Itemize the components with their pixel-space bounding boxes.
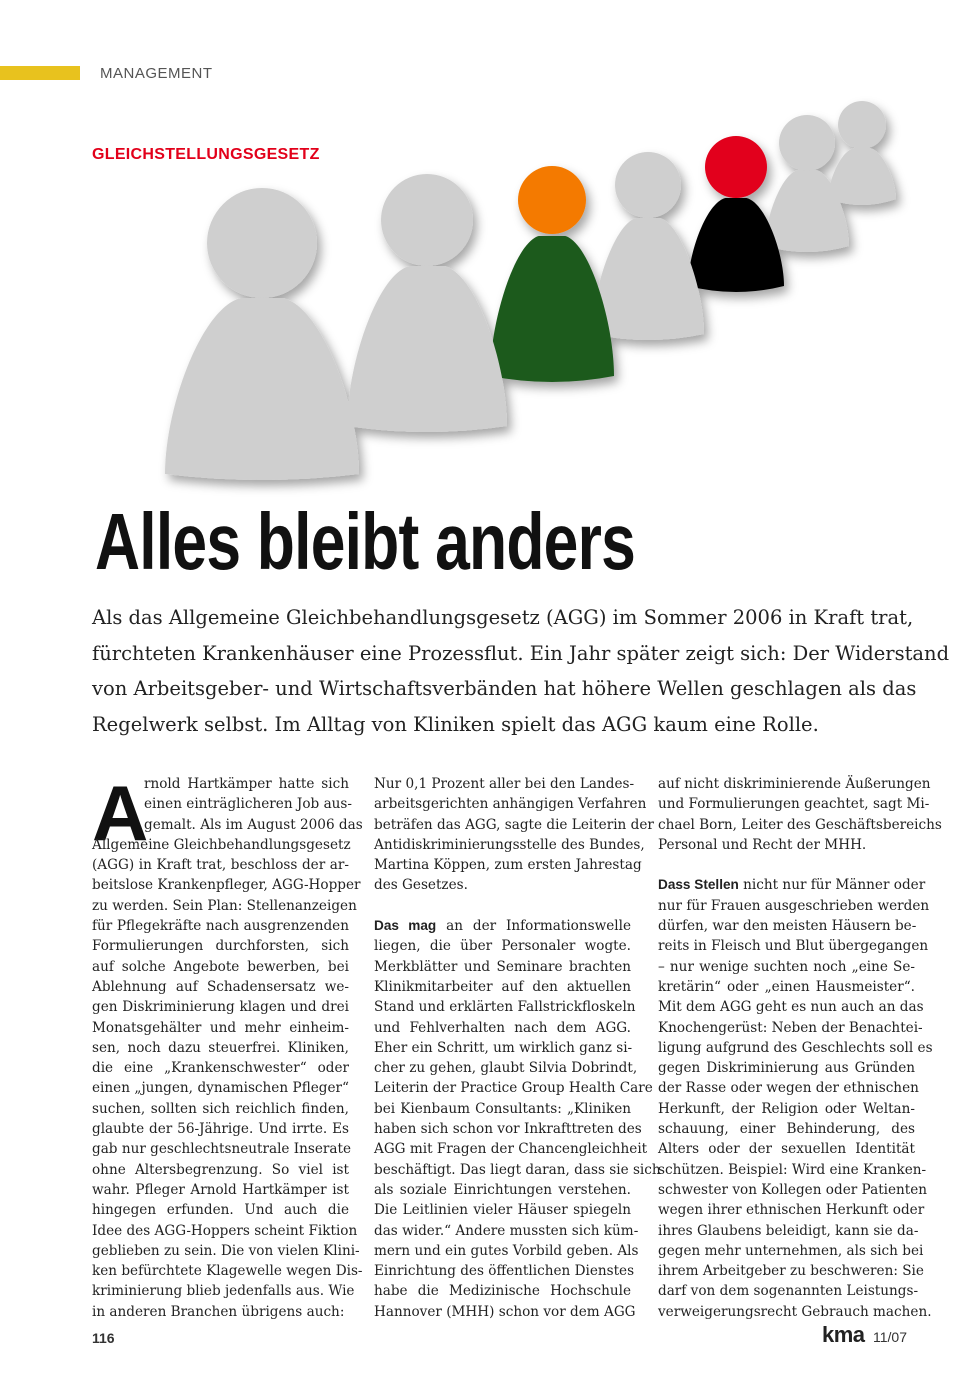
text-line: beitslose Krankenpfleger, AGG-Hopper bbox=[92, 877, 361, 894]
figure-3 bbox=[490, 166, 614, 382]
text-line: Stand und erklärten Fallstrickfloskeln bbox=[374, 999, 636, 1016]
text-run: an der Informationswelle bbox=[436, 918, 632, 935]
text-line: gegen mehr unternehmen, als sich bei bbox=[658, 1242, 924, 1259]
text-line: ihres Glaubens beleidigt, kann sie da- bbox=[658, 1222, 919, 1239]
text-run: nicht nur für Männer oder bbox=[738, 877, 926, 894]
pawn-head bbox=[838, 101, 886, 149]
text-line: arbeitsgerichten anhängigen Verfahren bbox=[374, 796, 647, 813]
text-line: schwester von Kollegen oder Patienten bbox=[658, 1181, 928, 1198]
issue-number: 11/07 bbox=[873, 1329, 907, 1345]
paragraph-gap bbox=[374, 896, 631, 916]
text-line: darf von dem sogenannten Leistungs- bbox=[658, 1283, 919, 1300]
text-line: gemalt. Als im August 2006 das bbox=[144, 816, 363, 833]
text-line: zu werden. Sein Plan: Stellenanzeigen bbox=[92, 897, 357, 914]
text-line: gen Diskriminierung klagen und drei bbox=[92, 999, 349, 1016]
text-line: sen, noch dazu steuerfrei. Kliniken, bbox=[92, 1039, 349, 1056]
text-line: kriminierung blieb jedenfalls aus. Wie bbox=[92, 1283, 355, 1300]
column-1 bbox=[92, 769, 363, 1322]
text-line: schützen. Beispiel: Wird eine Kranken- bbox=[658, 1161, 927, 1178]
lede bbox=[92, 600, 950, 742]
pawn-body bbox=[490, 236, 614, 382]
figure-4 bbox=[592, 152, 704, 340]
text-line: liegen, die über Personaler wogte. bbox=[374, 938, 631, 955]
text-line: Alters oder der sexuellen Identität bbox=[658, 1141, 915, 1158]
column-2 bbox=[374, 774, 661, 1322]
paragraph-lead-in: Dass Stellen bbox=[658, 877, 739, 893]
text-line: nur für Frauen ausgeschrieben werden bbox=[658, 897, 930, 914]
paragraph-gap bbox=[658, 855, 915, 875]
pawn-body bbox=[347, 266, 507, 432]
text-line: auf nicht diskriminierende Äußerungen bbox=[658, 776, 931, 792]
text-line: für Pflegekräfte nach ausgrenzenden bbox=[92, 918, 349, 935]
text-line: dürfen, war den meisten Häusern be- bbox=[658, 918, 917, 935]
text-line: einen einträglicheren Job aus- bbox=[144, 796, 352, 813]
page-number: 116 bbox=[92, 1330, 115, 1346]
text-line: beträfen das AGG, sagte die Leiterin der bbox=[374, 816, 654, 833]
footer-brand bbox=[822, 1322, 907, 1348]
text-line: gegen Diskriminierung aus Gründen bbox=[658, 1060, 915, 1077]
lede-line: Als das Allgemeine Gleichbehandlungsgesetz (AGG) im Sommer 2006 in Kraft trat, bbox=[92, 606, 914, 629]
text-line: Eher ein Schritt, um wirklich ganz si- bbox=[374, 1039, 633, 1056]
text-line: suchen, sollten sich reichlich finden, bbox=[92, 1100, 349, 1117]
text-line: Hannover (MHH) schon vor dem AGG bbox=[374, 1303, 636, 1320]
text-line: beschäftigt. Das liegt daran, dass sie sich bbox=[374, 1161, 661, 1178]
text-line: als soziale Einrichtungen verstehen. bbox=[374, 1181, 631, 1198]
pawn-head bbox=[705, 136, 767, 198]
text-line: Allgemeine Gleichbehandlungsgesetz bbox=[92, 836, 351, 853]
text-line: Monatsgehälter und mehr einheim- bbox=[92, 1019, 349, 1036]
text-line: das wider.“ Andere mussten sich küm- bbox=[374, 1222, 639, 1239]
text-line: des Gesetzes. bbox=[374, 877, 468, 894]
text-line: und Fehlverhalten nach dem AGG. bbox=[374, 1019, 631, 1036]
text-line: wahr. Pfleger Arnold Hartkämper ist bbox=[92, 1181, 349, 1198]
text-line: Klinikmitarbeiter auf den aktuellen bbox=[374, 978, 631, 995]
figure-1 bbox=[165, 188, 359, 480]
pawn-head bbox=[779, 115, 835, 171]
column-3 bbox=[658, 774, 942, 1322]
text-line: Mit dem AGG geht es nun auch an das bbox=[658, 999, 924, 1016]
text-line: Antidiskriminierungsstelle des Bundes, bbox=[374, 836, 645, 853]
figure-7 bbox=[828, 101, 896, 205]
text-line: haben sich schon vor Inkrafttreten des bbox=[374, 1121, 642, 1138]
pawn-body bbox=[828, 148, 896, 205]
text-line: geblieben zu sein. Die von vielen Klini- bbox=[92, 1242, 360, 1259]
text-line: chael Born, Leiter des Geschäftsbereichs bbox=[658, 816, 942, 833]
text-line: verweigerungsrecht Gebrauch machen. bbox=[658, 1303, 932, 1320]
figure-2 bbox=[347, 174, 507, 432]
text-line: Personal und Recht der MHH. bbox=[658, 836, 867, 853]
text-line: glaubte der 56-Jährige. Und irrte. Es bbox=[92, 1121, 349, 1138]
text-line: Nur 0,1 Prozent aller bei den Landes- bbox=[374, 776, 635, 792]
text-line: ohne Altersbegrenzung. So viel ist bbox=[92, 1161, 349, 1178]
text-line: und Formulierungen geachtet, sagt Mi- bbox=[658, 796, 930, 813]
text-line: reits in Fleisch und Blut übergegangen bbox=[658, 938, 929, 955]
text-line bbox=[658, 875, 926, 895]
text-line: in anderen Branchen übrigens auch: bbox=[92, 1303, 345, 1320]
text-line: habe die Medizinische Hochschule bbox=[374, 1283, 631, 1300]
pawn-head bbox=[615, 152, 681, 218]
text-line: – nur wenige suchten noch „eine Se- bbox=[658, 958, 915, 975]
lede-line: Regelwerk selbst. Im Alltag von Kliniken spielt das AGG kaum eine Rolle. bbox=[92, 712, 819, 736]
pawn-head bbox=[207, 188, 317, 298]
paragraph-lead-in: Das mag bbox=[374, 918, 437, 934]
text-line: Die Leitlinien vieler Häuser spiegeln bbox=[374, 1202, 631, 1219]
text-line: hingegen erfunden. Und auch die bbox=[92, 1202, 349, 1219]
text-line: Einrichtung des öffentlichen Dienstes bbox=[374, 1263, 635, 1280]
pawn-head bbox=[381, 174, 473, 266]
text-line: Knochengerüst: Neben der Benachtei- bbox=[658, 1019, 923, 1036]
text-line: gab nur geschlechtsneutrale Inserate bbox=[92, 1141, 352, 1158]
pawn-body bbox=[688, 198, 784, 292]
text-line: ken befürchtete Klagewelle wegen Dis- bbox=[92, 1263, 363, 1280]
drop-cap: A bbox=[92, 769, 149, 857]
text-line: mern und ein gutes Vorbild geben. Als bbox=[374, 1242, 639, 1259]
text-line: ligung aufgrund des Geschlechts soll es bbox=[658, 1039, 933, 1056]
text-line: rnold Hartkämper hatte sich bbox=[144, 776, 349, 792]
text-line bbox=[374, 916, 631, 936]
brand-logo: kma bbox=[822, 1322, 865, 1347]
text-line: Leiterin der Practice Group Health Care bbox=[374, 1080, 653, 1097]
text-line: wegen ihrer ethnischen Herkunft oder bbox=[658, 1202, 925, 1219]
text-line: Formulierungen durchforsten, sich bbox=[92, 938, 349, 955]
figure-5 bbox=[688, 136, 784, 292]
text-line: Merkblätter und Seminare brachten bbox=[374, 958, 631, 975]
lede-line: von Arbeitsgeber- und Wirtschaftsverbänden hat höhere Wellen geschlagen als das bbox=[92, 677, 917, 700]
text-line: Idee des AGG-Hoppers scheint Fiktion bbox=[92, 1222, 358, 1239]
text-line: Ablehnung auf Schadensersatz we- bbox=[92, 978, 349, 995]
text-line: bei Kienbaum Consultants: „Kliniken bbox=[374, 1100, 631, 1117]
text-line: Martina Köppen, zum ersten Jahrestag bbox=[374, 857, 642, 874]
text-line: schauung, einer Behinderung, des bbox=[658, 1121, 915, 1138]
pawn-body bbox=[592, 218, 704, 340]
lede-line: fürchteten Krankenhäuser eine Prozessflut. Ein Jahr später zeigt sich: Der Widerstand bbox=[92, 641, 950, 665]
headline: Alles bleibt anders bbox=[95, 497, 636, 586]
text-line: der Rasse oder wegen der ethnischen bbox=[658, 1080, 919, 1097]
text-line: auf solche Angebote bewerben, bei bbox=[92, 958, 349, 975]
text-line: (AGG) in Kraft trat, beschloss der ar- bbox=[92, 857, 349, 874]
kicker: GLEICHSTELLUNGSGESETZ bbox=[92, 146, 320, 163]
pawn-head bbox=[518, 166, 586, 234]
text-line: die eine „Krankenschwester“ oder bbox=[92, 1060, 349, 1077]
text-line: AGG mit Fragen der Chancengleichheit bbox=[374, 1141, 648, 1158]
illustration-pawns bbox=[0, 0, 975, 500]
pawn-body bbox=[165, 298, 359, 480]
text-line: kretärin“ oder „einen Hausmeister“. bbox=[658, 978, 915, 995]
text-line: cher zu gehen, glaubt Silvia Dobrindt, bbox=[374, 1060, 638, 1077]
text-line: Herkunft, der Religion oder Weltan- bbox=[658, 1100, 915, 1117]
section-label: MANAGEMENT bbox=[100, 65, 213, 82]
text-line: ihrem Arbeitgeber zu beschweren: Sie bbox=[658, 1263, 924, 1280]
text-line: einen „jungen, dynamischen Pfleger“ bbox=[92, 1080, 349, 1097]
